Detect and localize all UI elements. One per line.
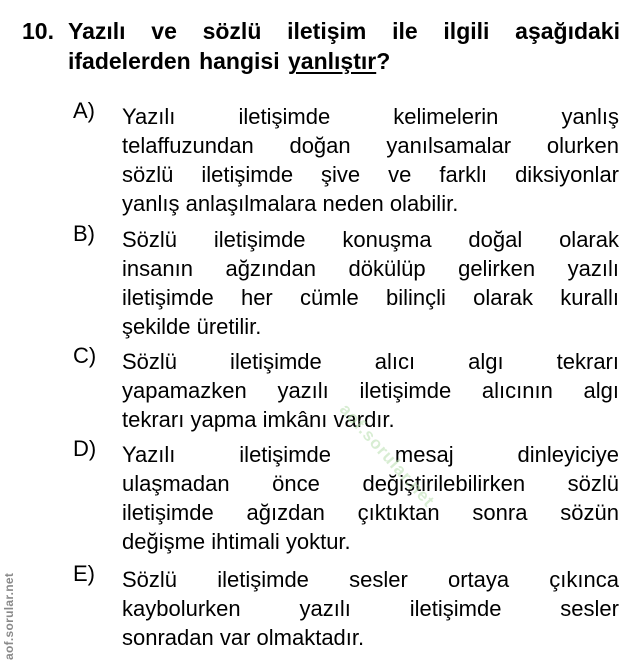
option-letter: D) <box>73 436 97 461</box>
side-watermark: aof.sorular.net <box>2 572 16 660</box>
option-line: Yazılı iletişimde kelimelerin yanlış <box>122 104 619 129</box>
option-line: Sözlü iletişimde sesler ortaya çıkınca <box>122 567 619 592</box>
option-line: ulaşmadan önce değiştirilebilirken sözlü <box>122 471 619 496</box>
question-number: 10. <box>22 18 54 44</box>
question-text <box>68 16 620 76</box>
option-letter: C) <box>73 343 97 368</box>
option-line: yanlış anlaşılmalara neden olabilir. <box>122 191 459 216</box>
option-line: iletişimde her cümle bilinçli olarak kurallı <box>122 285 619 310</box>
option-letter: E) <box>73 561 95 586</box>
question-line-2-prefix: ifadelerden hangisi <box>68 48 288 74</box>
question-mark: ? <box>376 48 391 74</box>
option-line: tekrarı yapma imkânı vardır. <box>122 407 395 432</box>
diagonal-watermark: aof.sorular.net <box>335 400 439 511</box>
option-line: yapamazken yazılı iletişimde alıcının algı <box>122 378 619 403</box>
option-text <box>122 225 619 341</box>
option-line: kaybolurken yazılı iletişimde sesler <box>122 596 619 621</box>
option-line: sonradan var olmaktadır. <box>122 625 365 650</box>
option-text <box>122 440 619 556</box>
option-line: değişme ihtimali yoktur. <box>122 529 351 554</box>
question-emphasis-word: yanlıştır <box>288 48 377 74</box>
question-line-2 <box>68 46 620 76</box>
option-line: sözlü iletişimde şive ve farklı diksiyonlar <box>122 162 619 187</box>
option-letter: B) <box>73 221 95 246</box>
option-text <box>122 102 619 218</box>
option-line: telaffuzundan doğan yanılsamalar olurken <box>122 133 619 158</box>
option-letter: A) <box>73 98 95 123</box>
option-text <box>122 347 619 434</box>
option-line: şekilde üretilir. <box>122 314 262 339</box>
option-line: Yazılı iletişimde mesaj dinleyiciye <box>122 442 619 467</box>
question-line-1: Yazılı ve sözlü iletişim ile ilgili aşağıdaki <box>68 18 620 44</box>
option-line: Sözlü iletişimde alıcı algı tekrarı <box>122 349 619 374</box>
option-line: insanın ağzından dökülüp gelirken yazılı <box>122 256 619 281</box>
option-line: Sözlü iletişimde konuşma doğal olarak <box>122 227 619 252</box>
option-text <box>122 565 619 652</box>
option-line: iletişimde ağızdan çıktıktan sonra sözün <box>122 500 619 525</box>
